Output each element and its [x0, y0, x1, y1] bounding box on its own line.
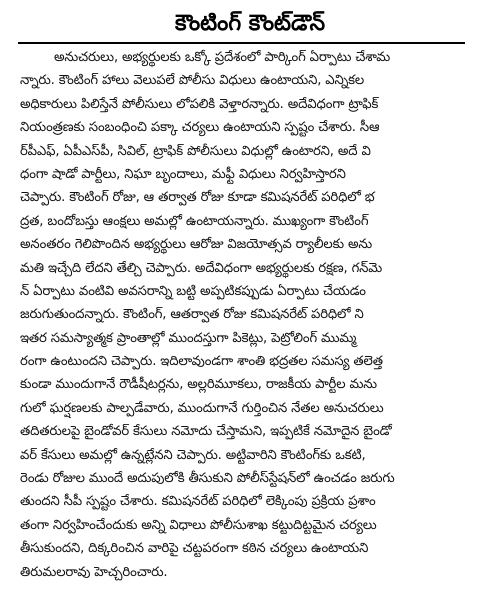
- article-line: జరుగుతుందన్నారు. కౌంటింగ్, ఆతర్వాత రోజు కమిషనరేట్ పరిధిలో ని: [20, 307, 364, 323]
- article-line: ధంగా షాడో పార్టీలు, నిఘా బృందాలు, మఫ్టీ విధులు నిర్వహిస్తారని: [20, 166, 346, 182]
- article-line: కుండా ముందుగానే రౌడీషీటర్లను, అల్లరిమూకలు, రాజకీయ పార్టీల మను: [20, 377, 377, 393]
- article-line: తుందని సీపీ స్పష్టం చేశారు. కమిషనరేట్ పరిధిలో లెక్కింపు ప్రక్రియ ప్రశాం: [20, 494, 376, 510]
- article-line: అధికారులు పిలిస్తేనే పోలీసులు లోపలికి వెళ్తారన్నారు. అదేవిధంగా ట్రాఫిక్: [20, 96, 379, 112]
- article-line: తదితరులపై బైండోవర్ కేసులు నమోదు చేస్తామని, ఇప్పటికే నమోదైన బైండో: [20, 424, 392, 440]
- article-body: [20, 46, 476, 584]
- article-line: మతి ఇచ్చేది లేదని తేల్చి చెప్పారు. అదేవిధంగా అభ్యర్థులకు రక్షణ, గన్‌మె: [20, 260, 383, 276]
- article-line: తీసుకుందని, దిక్కరించిన వారిపై చట్టపరంగా కఠిన చర్యలు ఉంటాయని: [20, 541, 369, 557]
- article-line: తంగా నిర్వహించేందుకు అన్ని విధాలు పోలీసుశాఖ కట్టుదిట్టమైన చర్యలు: [20, 517, 377, 533]
- article-line: తిరుమలరావు హెచ్చరించారు.: [20, 564, 168, 580]
- article-line: న్నారు. కౌంటింగ్ హాలు వెలుపలే పోలీసు విధులు ఉంటాయని, ఎన్నికల: [20, 73, 365, 89]
- headline-divider: [18, 42, 465, 44]
- article-line: న్‌ ఏర్పాటు వంటివి అవసరాన్ని బట్టి అప్పటికప్పుడు ఏర్పాటు చేయడం: [20, 283, 366, 299]
- article-line: వర్ కేసులు అమల్లో ఉన్నట్లేనని చెప్పారు. అట్టివారిని కౌంటింగ్‌కు ఒకటి,: [20, 447, 366, 463]
- article-line: ర్‌పీఎఫ్, ఏపీఎస్‌పీ, సివిల్, ట్రాఫిక్ పోలీసులు విధుల్లో ఉంటారని, అదే వి: [20, 143, 371, 159]
- article-line: చెప్పారు. కౌంటింగ్ రోజు, ఆ తర్వాత రోజు కూడా కమిషనరేట్ పరిధిలో భ: [20, 190, 375, 206]
- article-line: రెండు రోజుల ముందే అదుపులోకి తీసుకుని పోలీస్‌స్టేషన్‌లో ఉంచడం జరుగు: [20, 471, 395, 487]
- article-line: నియంత్రణకు సంబంధించి పక్కా చర్యలు ఉంటాయని స్పష్టం చేశారు. సీఆ: [20, 120, 380, 136]
- newspaper-clipping: [8, 4, 475, 600]
- article-line: ద్రత, బందోబస్తు ఆంక్షలు అమల్లో ఉంటాయన్నారు. ముఖ్యంగా కౌంటింగ్: [20, 213, 369, 229]
- article-line: గులో ఘర్షణలకు పాల్పడేవారు, ముందుగానే గుర్తించిన నేతల అనుచరులు: [20, 400, 384, 416]
- article-line: అనంతరం గెలిపొందిన అభ్యర్థులు ఆరోజు విజయోత్సవ ర్యాలీలకు అను: [20, 237, 373, 253]
- article-headline: కౌంటింగ్ కౌంట్‌డౌన్: [174, 11, 326, 36]
- article-line: రంగా ఉంటుందని చెప్పారు. ఇదిలావుండగా శాంతి భద్రతల సమస్య తలెత్త: [20, 354, 383, 370]
- article-line: అనుచరులు, అభ్యర్థులకు ఒక్కో ప్రదేశంలో పార్కింగ్ ఏర్పాటు చేశామ: [54, 50, 391, 65]
- article-line: ఇతర సమస్యాత్మక ప్రాంతాల్లో ముందస్తుగా పికెట్లు, పెట్రోలింగ్ ముమ్మ: [20, 330, 357, 346]
